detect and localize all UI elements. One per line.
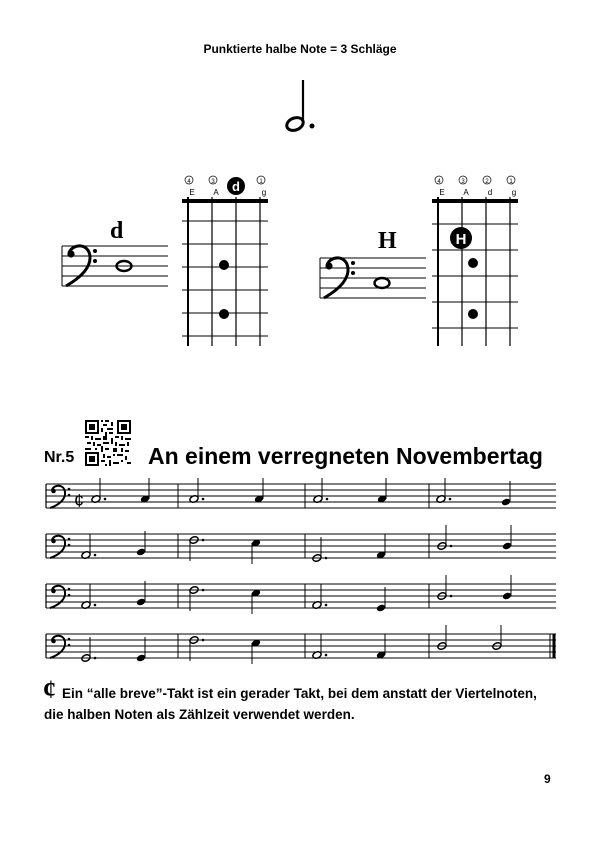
string-name-A: A [213, 188, 219, 197]
svg-text:H: H [455, 231, 467, 248]
string-name-E: E [189, 188, 195, 197]
string-number: 1 [509, 179, 513, 185]
footnote-line-2: die halben Noten als Zählzeit verwendet werden. [44, 707, 355, 722]
highlighted-string-d: d [232, 179, 240, 194]
finger-dot [219, 260, 229, 270]
page-heading: Punktierte halbe Note = 3 Schläge [203, 42, 397, 56]
sheet-music [44, 476, 560, 676]
whole-note-h [375, 278, 390, 288]
string-number: 1 [259, 179, 263, 185]
page-number: 9 [544, 772, 551, 786]
staff-system-1 [46, 478, 556, 511]
string-name-g: g [261, 188, 267, 197]
string-number: 2 [485, 179, 489, 185]
bass-clef-staff-h [318, 252, 428, 308]
note-name-d: d [110, 218, 124, 244]
string-number: 4 [187, 179, 191, 185]
string-name-E: E [439, 188, 445, 197]
footnote-line-1: Ein “alle breve”-Takt ist ein gerader Takt, bei dem anstatt der Viertelnoten, [62, 686, 537, 701]
fingerboard-diagram-h [428, 174, 522, 346]
finger-dot [219, 309, 229, 319]
song-title: An einem verregneten Novembertag [148, 443, 543, 469]
string-name-g: g [511, 188, 517, 197]
song-number: Nr.5 [44, 449, 75, 466]
dotted-half-note-symbol [284, 78, 324, 138]
string-number: 3 [461, 179, 465, 185]
staff-system-4 [46, 625, 556, 664]
finger-dot [468, 258, 478, 268]
bass-clef-staff-d [60, 240, 170, 296]
staff-system-3 [46, 575, 556, 614]
svg-text:¢: ¢ [74, 491, 85, 511]
finger-dot [468, 309, 478, 319]
alla-breve-icon: ¢ [43, 675, 56, 704]
staff-system-2 [46, 525, 556, 564]
qr-code[interactable] [85, 420, 131, 466]
string-name-d: d [487, 188, 493, 197]
string-name-A: A [463, 188, 469, 197]
string-number: 3 [211, 179, 215, 185]
string-number: 4 [437, 179, 441, 185]
fingerboard-diagram-d [178, 174, 272, 346]
note-name-h: H [378, 228, 397, 254]
footnote-text [44, 683, 564, 725]
